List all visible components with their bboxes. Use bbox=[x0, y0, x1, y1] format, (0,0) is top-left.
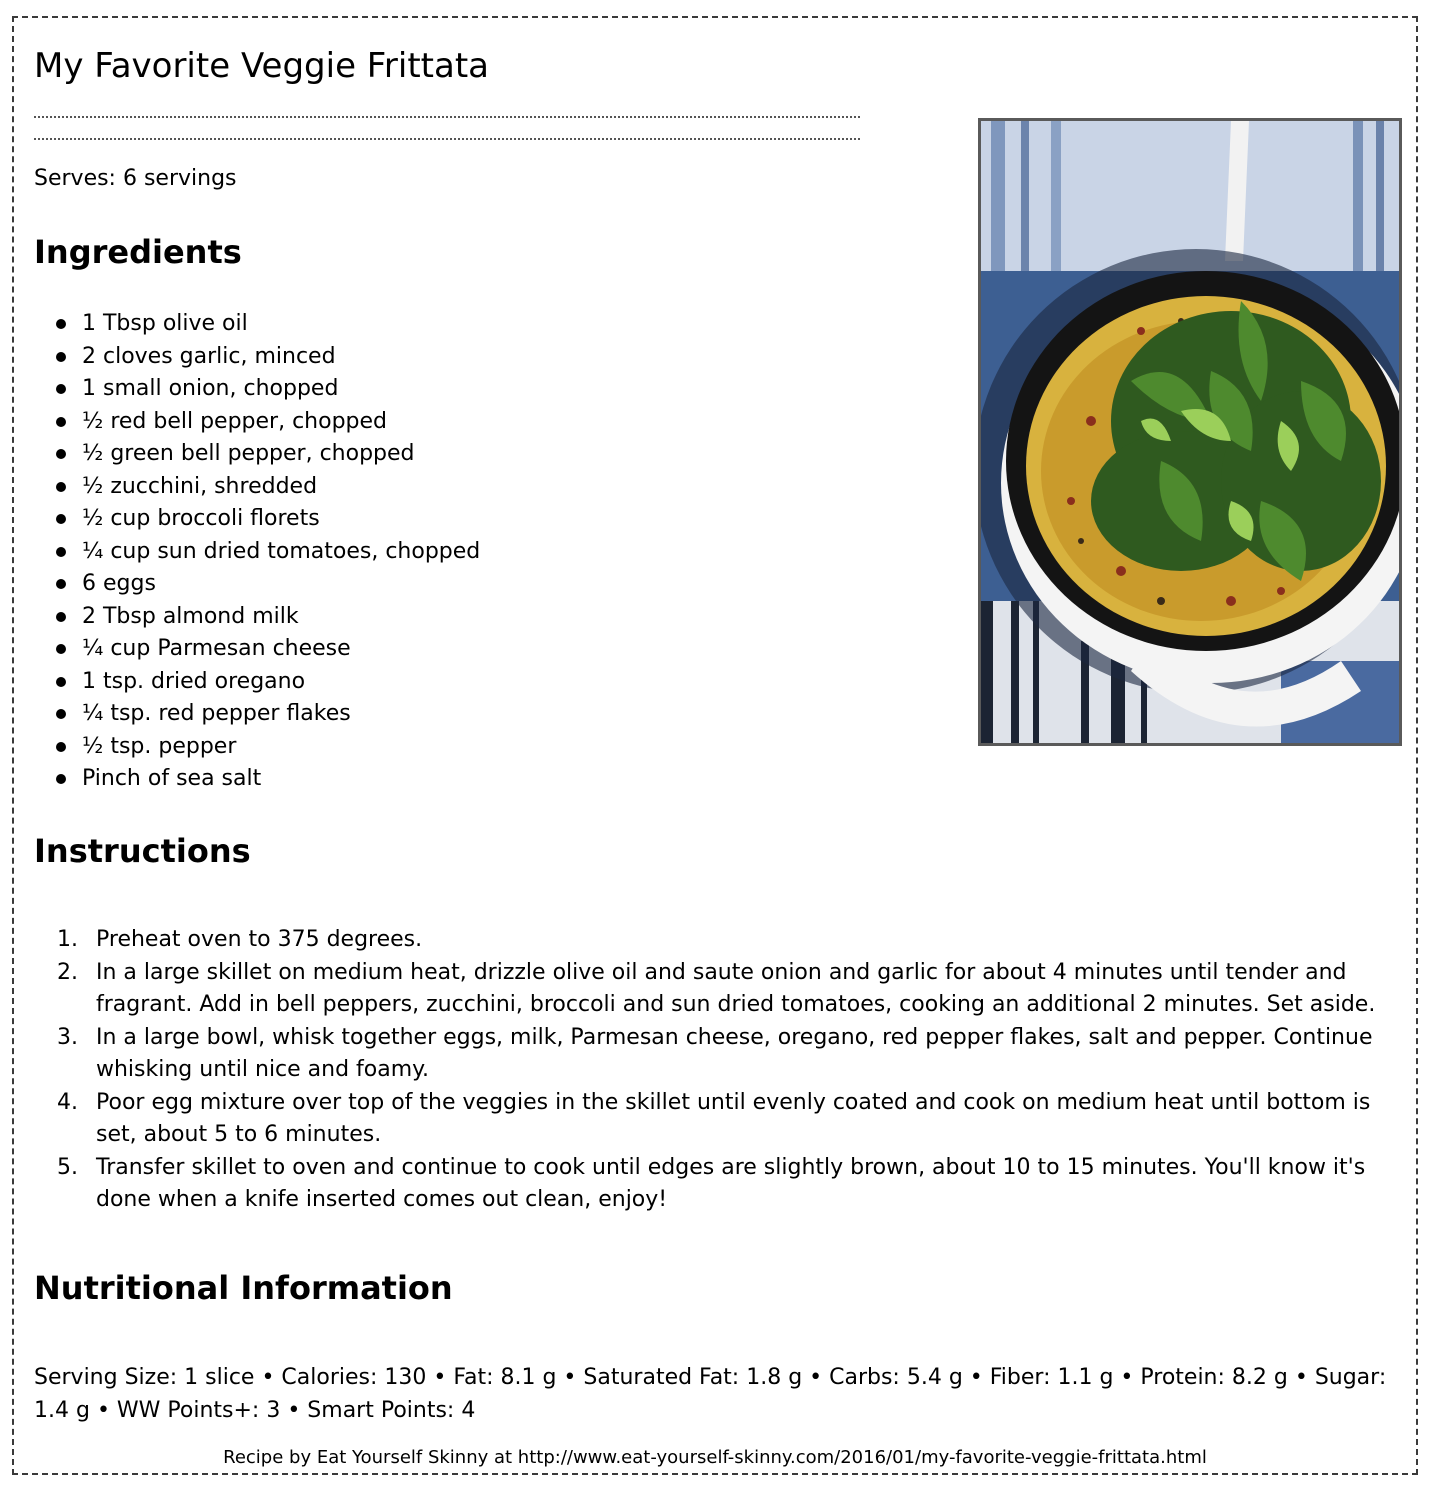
ingredient-item: ½ tsp. pepper bbox=[34, 731, 480, 764]
step-text: In a large skillet on medium heat, drizzle olive oil and saute onion and garlic for about 4 minutes until tender and fragrant. Add in bell peppers, zucchini, broccoli and sun dried tomatoes, cooking an additional 2 minutes. Set aside. bbox=[96, 959, 1376, 1017]
step-text: Transfer skillet to oven and continue to cook until edges are slightly brown, about 10 to 15 minutes. You'll know it's done when a knife inserted comes out clean, enjoy! bbox=[96, 1154, 1366, 1212]
serves-text: Serves: 6 servings bbox=[34, 166, 237, 191]
step-text: Poor egg mixture over top of the veggies in the skillet until evenly coated and cook on medium heat until bottom is set, about 5 to 6 minutes. bbox=[96, 1089, 1371, 1147]
ingredient-item: ¼ cup Parmesan cheese bbox=[34, 633, 480, 666]
instruction-step bbox=[34, 1022, 1412, 1087]
ingredients-heading: Ingredients bbox=[34, 233, 242, 271]
nutrition-heading: Nutritional Information bbox=[34, 1269, 453, 1307]
ingredient-item: 2 Tbsp almond milk bbox=[34, 601, 480, 634]
recipe-title: My Favorite Veggie Frittata bbox=[34, 46, 489, 86]
ingredient-item: 1 Tbsp olive oil bbox=[34, 308, 480, 341]
ingredient-item: ½ cup broccoli florets bbox=[34, 503, 480, 536]
ingredient-item: Pinch of sea salt bbox=[34, 763, 480, 796]
ingredient-item: ¼ cup sun dried tomatoes, chopped bbox=[34, 536, 480, 569]
ingredient-item: 1 tsp. dried oregano bbox=[34, 666, 480, 699]
step-number: 1. bbox=[57, 927, 78, 952]
step-text: Preheat oven to 375 degrees. bbox=[96, 927, 423, 952]
ingredient-item: 1 small onion, chopped bbox=[34, 373, 480, 406]
frittata-skillet-illustration bbox=[981, 121, 1399, 743]
instruction-step bbox=[34, 1087, 1412, 1152]
instruction-step bbox=[34, 1152, 1412, 1217]
step-number: 5. bbox=[57, 1154, 78, 1180]
ingredient-item: ½ zucchini, shredded bbox=[34, 471, 480, 504]
nutrition-text: Serving Size: 1 slice • Calories: 130 • Fat: 8.1 g • Saturated Fat: 1.8 g • Carbs: 5.4 g • Fiber: 1.1 g • Protein: 8.2 g • Sugar: 1.4 g • WW Points+: 3 • Smart Points: 4 bbox=[34, 1365, 1387, 1423]
step-number: 4. bbox=[57, 1089, 78, 1115]
ingredient-item: 2 cloves garlic, minced bbox=[34, 341, 480, 374]
ingredient-item: ½ red bell pepper, chopped bbox=[34, 406, 480, 439]
ingredient-item: ½ green bell pepper, chopped bbox=[34, 438, 480, 471]
instructions-heading: Instructions bbox=[34, 832, 251, 870]
ingredients-list bbox=[34, 308, 480, 796]
instruction-step bbox=[34, 957, 1412, 1022]
frittata-photo bbox=[978, 118, 1402, 746]
recipe-card bbox=[12, 16, 1418, 1475]
ingredient-item: ¼ tsp. red pepper flakes bbox=[34, 698, 480, 731]
step-number: 3. bbox=[57, 1024, 78, 1050]
divider-bottom bbox=[34, 138, 860, 140]
step-number: 2. bbox=[57, 959, 78, 985]
divider-top bbox=[34, 116, 860, 118]
ingredient-item: 6 eggs bbox=[34, 568, 480, 601]
step-text: In a large bowl, whisk together eggs, milk, Parmesan cheese, oregano, red pepper flakes, salt and pepper. Continue whisking until nice and foamy. bbox=[96, 1024, 1373, 1082]
instruction-step bbox=[34, 924, 1412, 957]
instructions-list bbox=[34, 924, 1412, 1217]
recipe-credit: Recipe by Eat Yourself Skinny at http://www.eat-yourself-skinny.com/2016/01/my-favorite-veggie-frittata.html bbox=[223, 1447, 1207, 1468]
